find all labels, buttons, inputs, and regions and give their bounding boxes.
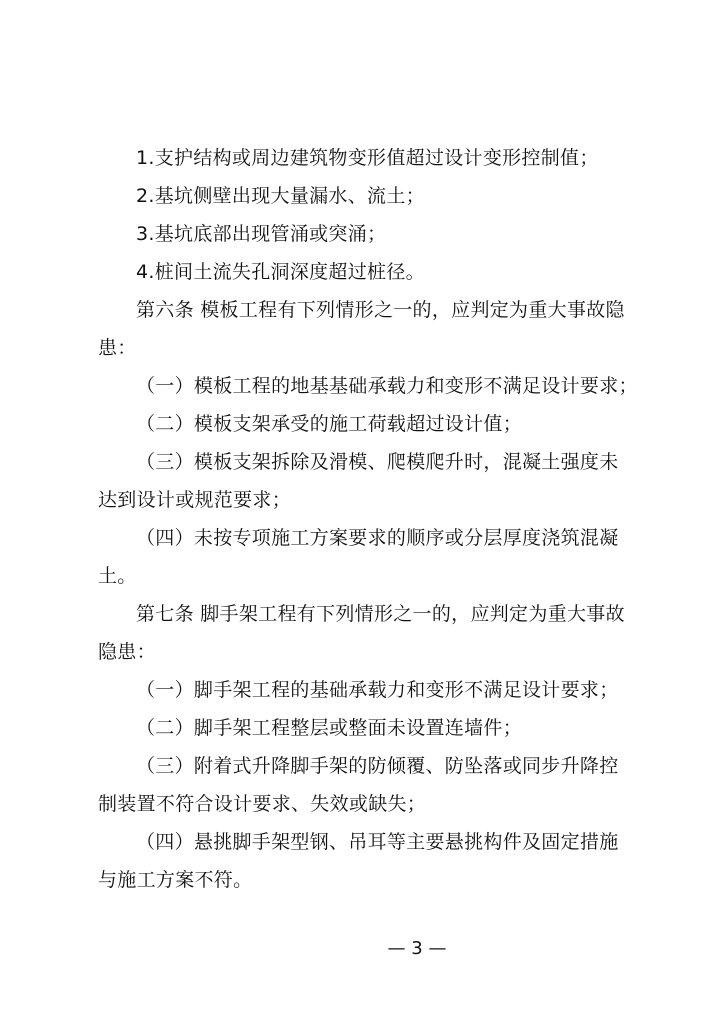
paragraph-line: （三）模板支架拆除及滑模、爬模爬升时，混凝土强度未 bbox=[136, 451, 619, 473]
paragraph-line: 患： bbox=[98, 337, 137, 359]
article-heading-line: 第六条 模板工程有下列情形之一的，应判定为重大事故隐 bbox=[136, 299, 625, 321]
paragraph-line: 与施工方案不符。 bbox=[98, 869, 253, 891]
paragraph-line: 制装置不符合设计要求、失效或缺失； bbox=[98, 793, 427, 815]
paragraph-line: （一）脚手架工程的基础承载力和变形不满足设计要求； bbox=[136, 679, 619, 701]
paragraph-line: 4.桩间土流失孔洞深度超过桩径。 bbox=[136, 261, 425, 283]
paragraph-line: （四）未按专项施工方案要求的顺序或分层厚度浇筑混凝 bbox=[136, 527, 619, 549]
paragraph-line: 1.支护结构或周边建筑物变形值超过设计变形控制值； bbox=[136, 147, 599, 169]
page-number: — 3 — bbox=[387, 938, 447, 959]
paragraph-line: （四）悬挑脚手架型钢、吊耳等主要悬挑构件及固定措施 bbox=[136, 831, 619, 853]
paragraph-line: 达到设计或规范要求； bbox=[98, 489, 292, 511]
paragraph-line: 3.基坑底部出现管涌或突涌； bbox=[136, 223, 387, 245]
article-heading-line: 第七条 脚手架工程有下列情形之一的，应判定为重大事故 bbox=[136, 603, 625, 625]
paragraph-line: 隐患： bbox=[98, 641, 156, 663]
paragraph-line: 土。 bbox=[98, 565, 137, 587]
paragraph-line: 2.基坑侧壁出现大量漏水、流土； bbox=[136, 185, 425, 207]
paragraph-line: （一）模板工程的地基基础承载力和变形不满足设计要求； bbox=[136, 375, 638, 397]
paragraph-line: （三）附着式升降脚手架的防倾覆、防坠落或同步升降控 bbox=[136, 755, 619, 777]
paragraph-line: （二）脚手架工程整层或整面未设置连墙件； bbox=[136, 717, 523, 739]
paragraph-line: （二）模板支架承受的施工荷载超过设计值； bbox=[136, 413, 523, 435]
